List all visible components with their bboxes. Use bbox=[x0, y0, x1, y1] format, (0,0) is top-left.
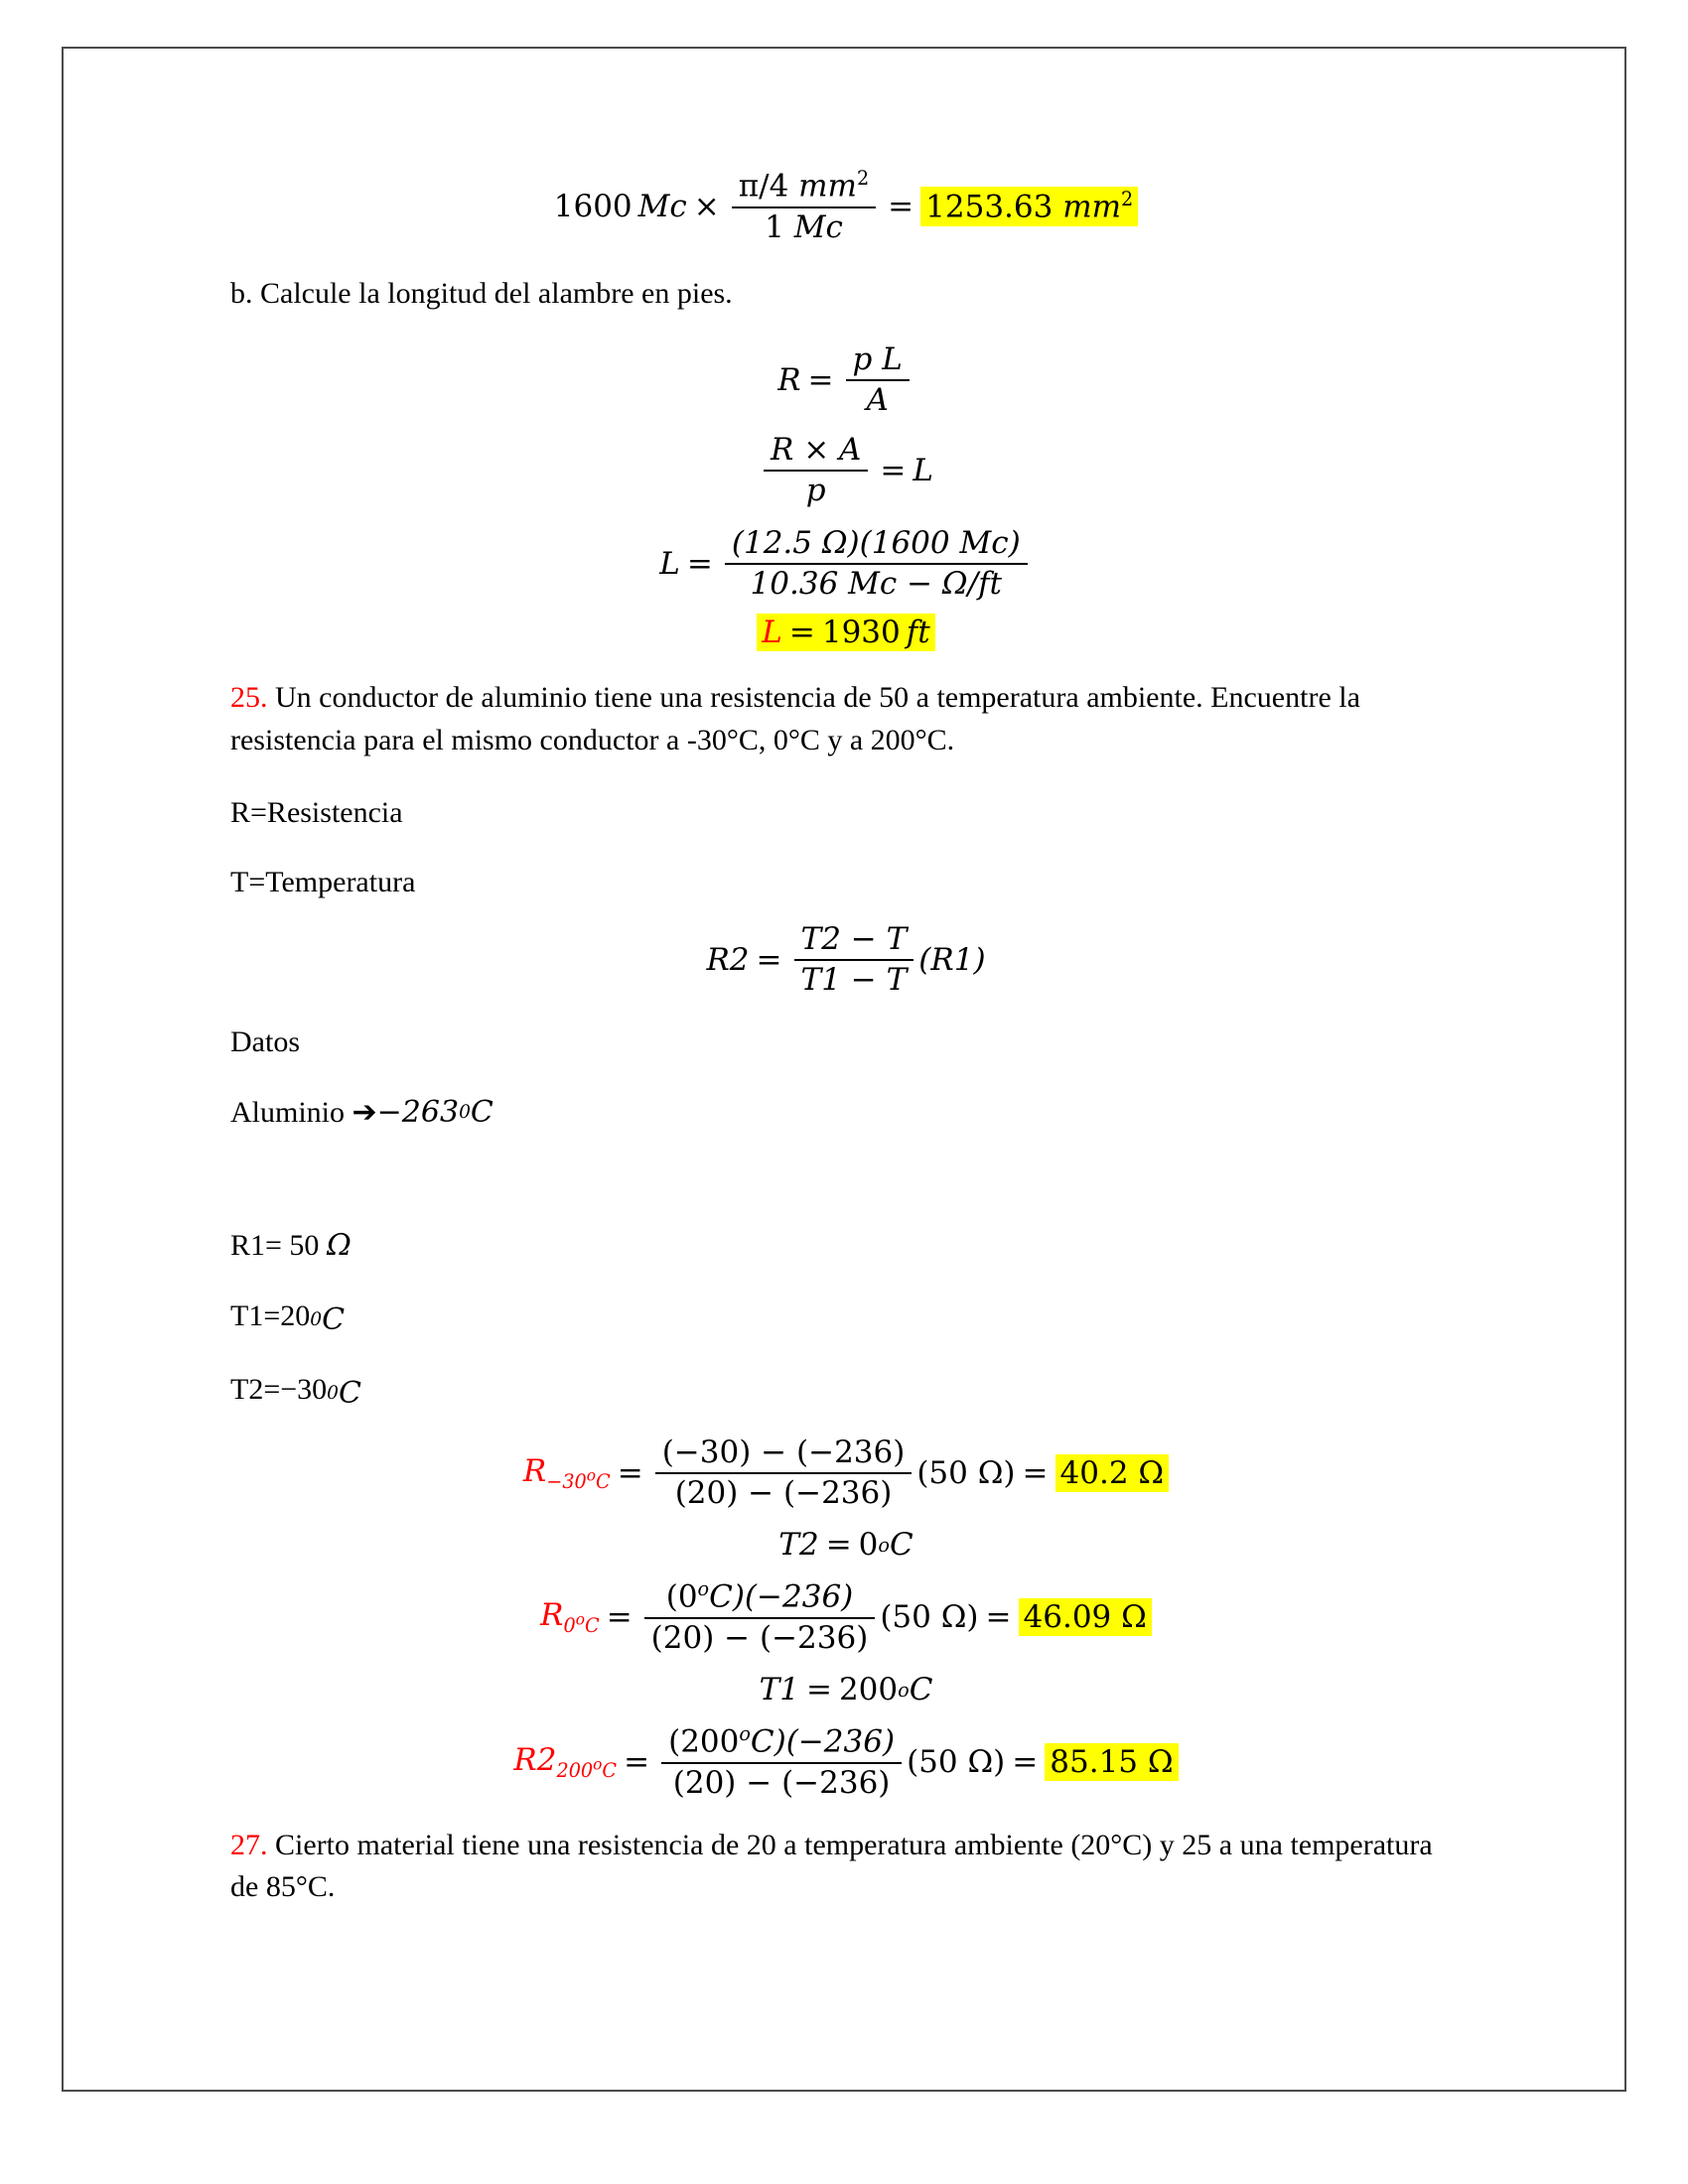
t1-degree: o bbox=[898, 1678, 910, 1702]
r1-factor: (R1) bbox=[918, 941, 986, 978]
r-symbol: R bbox=[522, 1453, 547, 1490]
r-subscript bbox=[546, 1466, 611, 1494]
length-value: 1930 bbox=[821, 614, 901, 651]
length-unit: ft bbox=[906, 614, 930, 651]
math-expression bbox=[554, 166, 1138, 247]
fraction-numerator: (−30) − (−236) bbox=[661, 1433, 906, 1470]
fraction-denominator: A bbox=[866, 382, 889, 419]
equals-sign: = bbox=[788, 614, 815, 651]
r-zero-symbol bbox=[540, 1597, 600, 1637]
document-content bbox=[230, 138, 1462, 1931]
problem-25-statement bbox=[230, 677, 1462, 761]
material-exponent: 0 bbox=[459, 1101, 471, 1123]
problem-27-line1: Cierto material tiene una resistencia de 20 a temperatura ambiente (20°C) y 25 a una bbox=[267, 1828, 1283, 1861]
equals-sign: = bbox=[880, 452, 907, 488]
t2-symbol: T2 bbox=[778, 1527, 819, 1564]
t1-unit: C bbox=[909, 1672, 933, 1708]
equation-resistance-zero bbox=[230, 1576, 1462, 1658]
conversion-fraction bbox=[732, 166, 876, 247]
area-left-value: 1600 bbox=[553, 188, 633, 224]
fraction-denominator: p bbox=[805, 472, 826, 508]
numerator-exponent: 2 bbox=[856, 167, 870, 190]
numerator-degree: o bbox=[739, 1722, 751, 1746]
r-minus30-symbol bbox=[523, 1453, 611, 1493]
equation-length-result bbox=[230, 614, 1462, 651]
math-expression bbox=[540, 1576, 1152, 1658]
l-symbol: L bbox=[659, 546, 680, 583]
fraction-denominator: 10.36 Mc − Ω/ft bbox=[750, 566, 1003, 603]
equals-sign: = bbox=[888, 188, 914, 224]
numerator-part-a: (200 bbox=[668, 1723, 740, 1760]
subscript-unit: C bbox=[584, 1614, 600, 1638]
equation-t1-200 bbox=[230, 1672, 1462, 1707]
equals-sign: = bbox=[756, 941, 782, 978]
material-label: Aluminio bbox=[230, 1095, 352, 1129]
fraction-numerator bbox=[659, 1576, 861, 1617]
r-symbol: R bbox=[540, 1597, 564, 1634]
minus30-fraction bbox=[655, 1433, 913, 1513]
numerator-part-a: (0 bbox=[665, 1578, 698, 1615]
fraction-denominator bbox=[758, 208, 850, 247]
t2-degree: o bbox=[878, 1533, 890, 1557]
t2-label: T2=−30 bbox=[230, 1373, 328, 1407]
t2-unit: C bbox=[889, 1527, 914, 1564]
r2-symbol: R2 bbox=[513, 1741, 557, 1778]
area-left-unit: Mc bbox=[637, 188, 687, 224]
zero-fraction bbox=[644, 1576, 876, 1658]
equals-sign: = bbox=[624, 1743, 650, 1780]
t2-unit: C bbox=[339, 1376, 361, 1412]
numerator-value: π/4 bbox=[738, 168, 789, 205]
math-expression bbox=[778, 1527, 913, 1563]
vertical-spacer bbox=[230, 1161, 1462, 1225]
t200-result-highlight: 85.15 Ω bbox=[1045, 1743, 1178, 1781]
math-expression bbox=[706, 920, 985, 1000]
material-value: −263 bbox=[376, 1094, 460, 1130]
fraction-denominator: (20) − (−236) bbox=[674, 1475, 893, 1512]
fraction-numerator bbox=[661, 1721, 902, 1762]
part-b-text: b. Calcule la longitud del alambre en pies. bbox=[230, 276, 733, 310]
t2-value: 0 bbox=[858, 1527, 879, 1564]
equals-sign: = bbox=[805, 1672, 832, 1708]
subscript-unit: C bbox=[602, 1758, 618, 1782]
numerator-part-b: C)(−236) bbox=[709, 1578, 854, 1615]
fraction-denominator: T1 − T bbox=[800, 961, 908, 998]
r1-factor: (50 Ω) bbox=[916, 1455, 1016, 1492]
math-expression bbox=[760, 1672, 933, 1707]
math-expression bbox=[759, 431, 933, 510]
subscript-degree: o bbox=[575, 1610, 585, 1629]
fraction-numerator: T2 − T bbox=[800, 920, 908, 957]
temperature-ratio-fraction bbox=[794, 920, 914, 1000]
equals-sign-2: = bbox=[1012, 1743, 1039, 1780]
fraction-denominator: (20) − (−236) bbox=[650, 1619, 869, 1656]
document-page bbox=[62, 47, 1626, 2092]
equals-sign: = bbox=[807, 362, 834, 399]
problem-27-number: 27. bbox=[230, 1828, 268, 1861]
area-result-value: 1253.63 bbox=[925, 189, 1054, 225]
math-expression bbox=[777, 341, 914, 420]
equation-resistance-formula bbox=[230, 341, 1462, 420]
ra-over-p-fraction bbox=[764, 431, 868, 510]
pl-over-a-fraction bbox=[846, 341, 910, 420]
t1-unit: C bbox=[322, 1301, 346, 1337]
subscript-degree: o bbox=[593, 1755, 603, 1774]
area-result-highlight bbox=[920, 187, 1138, 225]
definition-temperatura: T=Temperatura bbox=[230, 866, 416, 899]
r2-200-symbol bbox=[513, 1742, 617, 1782]
t1-label: T1=20 bbox=[230, 1298, 311, 1332]
r-symbol: R bbox=[777, 362, 801, 399]
fraction-numerator: R × A bbox=[771, 431, 862, 468]
equation-length-solve bbox=[230, 431, 1462, 510]
r1-unit: Ω bbox=[326, 1228, 352, 1264]
right-arrow-icon: ➔ bbox=[352, 1095, 377, 1129]
datos-material bbox=[230, 1092, 1462, 1135]
subscript-unit: C bbox=[596, 1470, 611, 1494]
definition-resistencia: R=Resistencia bbox=[230, 795, 403, 829]
r2-symbol: R2 bbox=[706, 941, 750, 978]
equation-resistance-minus30 bbox=[230, 1433, 1462, 1513]
datos-r1 bbox=[230, 1225, 1462, 1268]
subscript-value: 200 bbox=[556, 1758, 594, 1782]
datos-t1 bbox=[230, 1296, 1462, 1342]
equals-sign: = bbox=[825, 1527, 852, 1564]
l-symbol: L bbox=[913, 452, 933, 488]
r2-subscript bbox=[556, 1755, 618, 1782]
denominator-unit: Mc bbox=[793, 208, 843, 245]
math-expression bbox=[659, 524, 1032, 604]
r-subscript bbox=[563, 1610, 600, 1638]
r1-factor: (50 Ω) bbox=[907, 1743, 1006, 1780]
fraction-numerator bbox=[732, 166, 876, 206]
equation-r2-formula bbox=[230, 920, 1462, 1000]
problem-25-line2: Encuentre la resistencia para el mismo conductor a -30°C, 0°C y a 200°C. bbox=[230, 681, 1360, 757]
equation-t2-zero bbox=[230, 1527, 1462, 1563]
r1-factor: (50 Ω) bbox=[880, 1599, 979, 1636]
equation-length-substitution bbox=[230, 524, 1462, 604]
fraction-numerator: (12.5 Ω)(1600 Mc) bbox=[731, 525, 1021, 562]
equation-area-conversion bbox=[230, 166, 1462, 247]
numerator-unit: mm bbox=[798, 168, 857, 205]
t1-symbol: T1 bbox=[759, 1672, 799, 1708]
equals-sign: = bbox=[686, 546, 713, 583]
length-result-highlight bbox=[757, 614, 934, 651]
math-expression bbox=[523, 1433, 1169, 1513]
denominator-value: 1 bbox=[765, 208, 784, 245]
problem-27-statement bbox=[230, 1825, 1462, 1909]
fraction-numerator: p L bbox=[852, 341, 903, 378]
numerator-degree: o bbox=[697, 1577, 710, 1601]
fraction-denominator: (20) − (−236) bbox=[672, 1764, 891, 1801]
equals-sign: = bbox=[606, 1599, 633, 1636]
t1-exponent: 0 bbox=[310, 1308, 323, 1330]
problem-25-number: 25. bbox=[230, 681, 268, 715]
multiply-sign: × bbox=[693, 188, 720, 224]
subscript-degree: o bbox=[586, 1466, 597, 1485]
numerator-part-b: C)(−236) bbox=[750, 1723, 896, 1760]
t200-fraction bbox=[661, 1721, 902, 1803]
zero-result-highlight: 46.09 Ω bbox=[1019, 1598, 1152, 1636]
length-fraction bbox=[725, 524, 1028, 604]
problem-25-line1: Un conductor de aluminio tiene una resistencia de 50 a temperatura ambiente. bbox=[267, 681, 1203, 715]
problem-27-line2: temperatura de 85°C. bbox=[230, 1828, 1433, 1904]
equals-sign: = bbox=[617, 1455, 643, 1492]
l-symbol: L bbox=[762, 614, 782, 651]
area-result-exponent: 2 bbox=[1121, 188, 1134, 211]
minus30-result-highlight: 40.2 Ω bbox=[1055, 1454, 1170, 1492]
datos-t2 bbox=[230, 1369, 1462, 1416]
material-unit: C bbox=[470, 1094, 493, 1130]
subscript-value: −30 bbox=[546, 1470, 587, 1494]
t2-exponent: 0 bbox=[327, 1383, 340, 1405]
r1-label: R1= 50 bbox=[230, 1229, 327, 1263]
subscript-value: 0 bbox=[563, 1614, 576, 1638]
datos-heading: Datos bbox=[230, 1025, 300, 1059]
area-result-unit: mm bbox=[1062, 189, 1122, 225]
math-expression bbox=[513, 1721, 1178, 1803]
equals-sign-2: = bbox=[985, 1599, 1012, 1636]
equation-resistance-200 bbox=[230, 1721, 1462, 1803]
equals-sign-2: = bbox=[1022, 1455, 1049, 1492]
t1-value: 200 bbox=[838, 1672, 899, 1708]
